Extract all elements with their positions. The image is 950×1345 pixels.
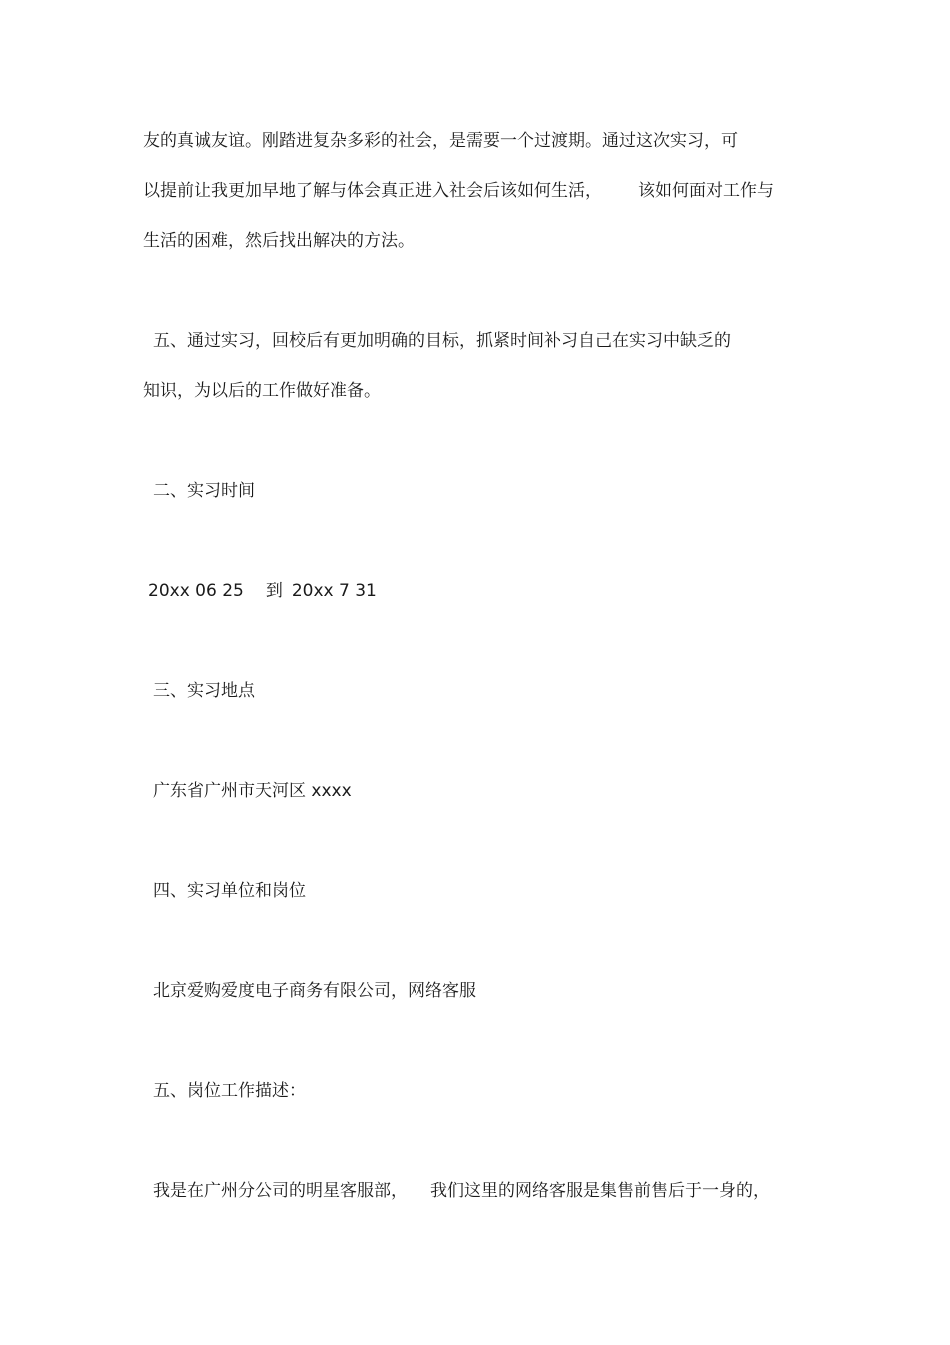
end-date: 20xx 7 31 [291,581,377,601]
paragraph-line [143,380,381,402]
paragraph-line [143,130,738,152]
paragraph-line [143,230,415,252]
description-line [153,1180,770,1202]
text: 我是在广州分公司的明星客服部， [153,1181,408,1201]
text: 友的真诚友谊。刚踏进复杂多彩的社会，是需要一个过渡期。通过这次实习，可 [143,131,738,151]
to-label: 到 [265,581,283,601]
location-value [153,780,352,802]
text: 知识，为以后的工作做好准备。 [143,381,381,401]
text: 五、通过实习，回校后有更加明确的目标，抓紧时间补习自己在实习中缺乏的 [153,331,731,351]
text: 以提前让我更加早地了解与体会真正进入社会后该如何生活， [143,181,602,201]
heading-text: 三、实习地点 [153,681,255,701]
heading-text: 四、实习单位和岗位 [153,881,306,901]
section-heading-unit [153,880,306,902]
time-range [148,580,377,602]
text: 广东省广州市天河区 xxxx [153,781,352,801]
start-date: 20xx 06 25 [148,581,244,601]
heading-text: 二、实习时间 [153,481,255,501]
paragraph-line [153,330,731,352]
section-heading-description [153,1080,306,1102]
section-heading-location [153,680,255,702]
section-heading-time [153,480,255,502]
heading-text: 五、岗位工作描述： [153,1081,306,1101]
text: 我们这里的网络客服是集售前售后于一身的， [430,1181,770,1201]
text: 北京爱购爱度电子商务有限公司，网络客服 [153,981,476,1001]
text: 该如何面对工作与 [638,181,774,201]
unit-value [153,980,476,1002]
text: 生活的困难，然后找出解决的方法。 [143,231,415,251]
paragraph-line [143,180,774,202]
